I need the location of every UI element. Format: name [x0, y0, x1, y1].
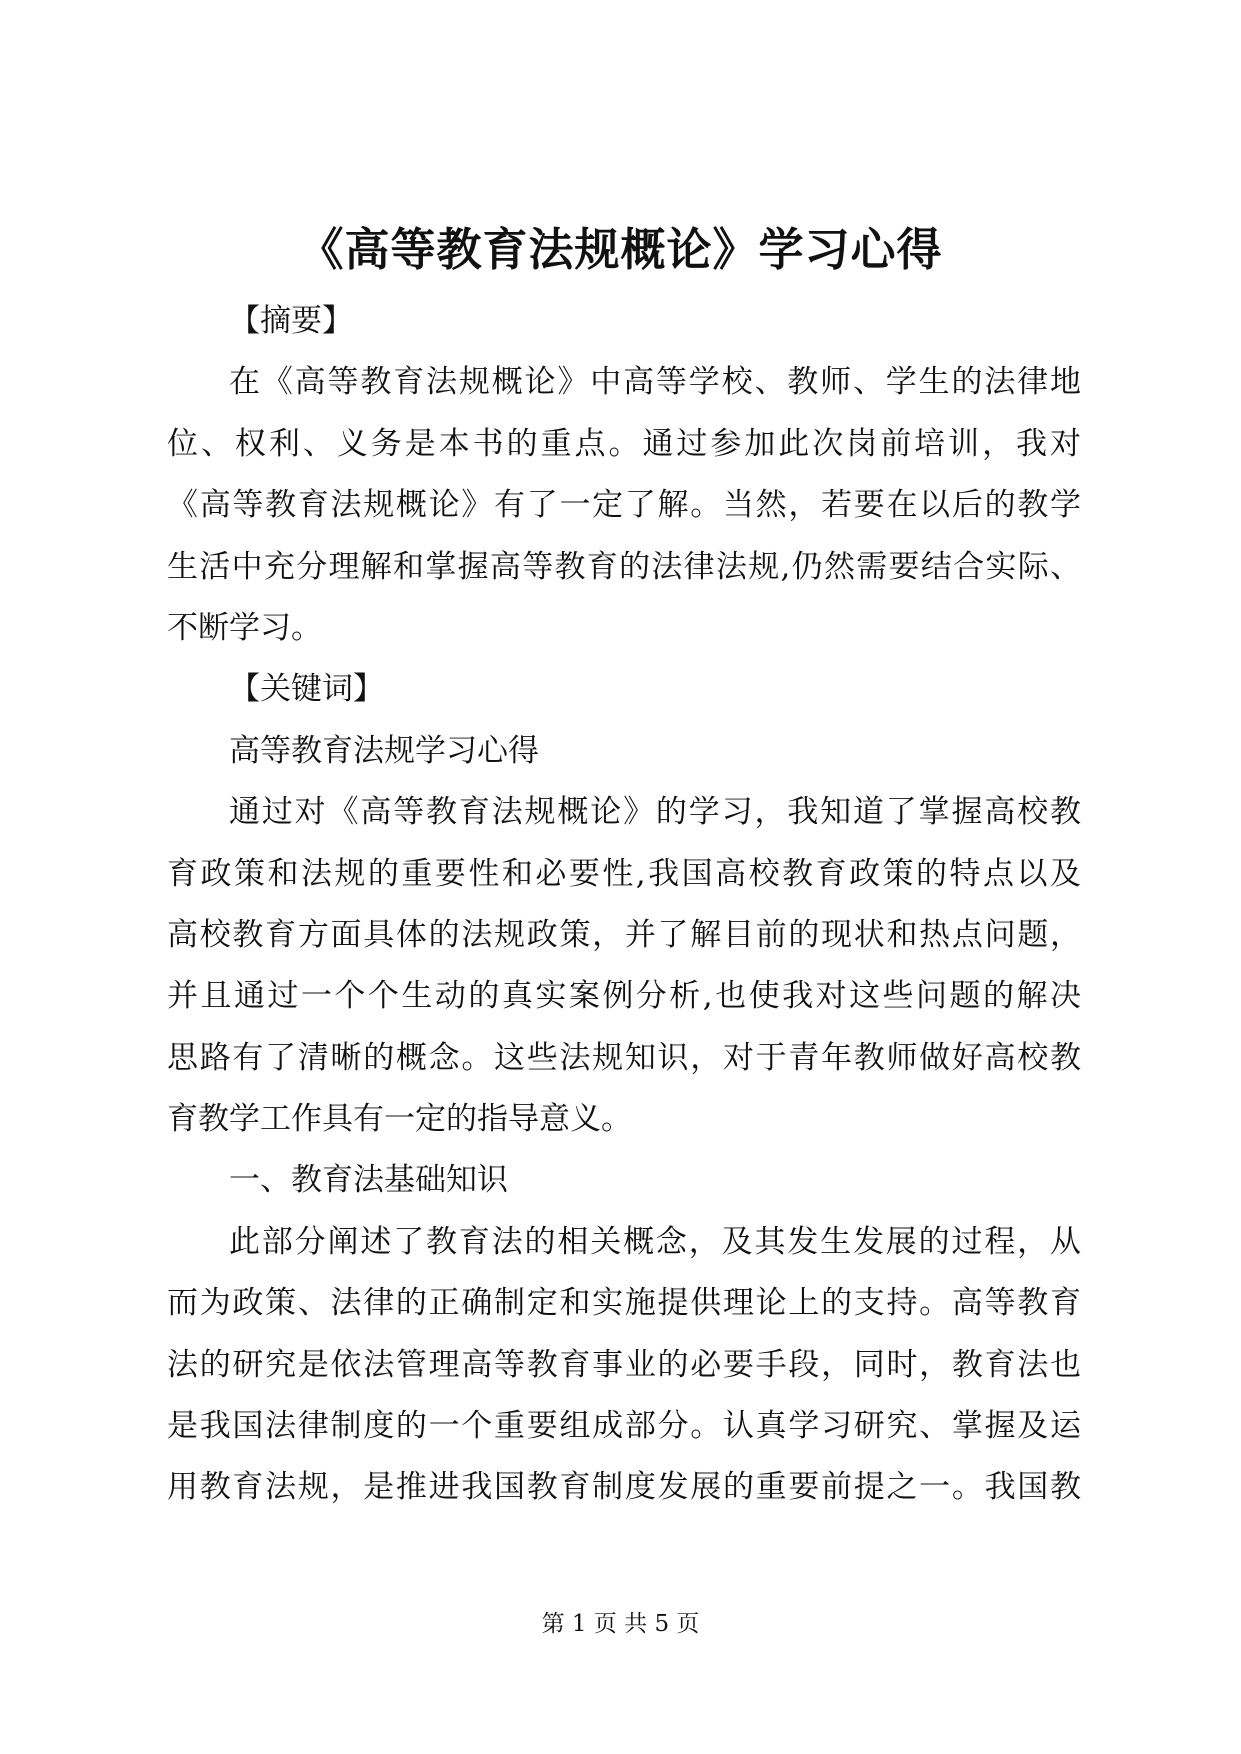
body-line: 育政策和法规的重要性和必要性,我国高校教育政策的特点以及 — [167, 855, 1081, 892]
body-line: 思路有了清晰的概念。这些法规知识，对于青年教师做好高校教 — [167, 1039, 1081, 1076]
abstract-heading: 【摘要】 — [229, 303, 353, 339]
body-line: 通过对《高等教育法规概论》的学习，我知道了掌握高校教 — [229, 794, 1081, 831]
body-line: 而为政策、法律的正确制定和实施提供理论上的支持。高等教育 — [167, 1285, 1081, 1322]
body-line: 位、权利、义务是本书的重点。通过参加此次岗前培训，我对 — [167, 425, 1081, 462]
body-line: 生活中充分理解和掌握高等教育的法律法规,仍然需要结合实际、 — [167, 548, 1081, 585]
body-line: 不断学习。 — [167, 609, 322, 646]
body-line: 此部分阐述了教育法的相关概念，及其发生发展的过程，从 — [229, 1223, 1081, 1260]
body-line: 用教育法规，是推进我国教育制度发展的重要前提之一。我国教 — [167, 1469, 1081, 1506]
keywords-text: 高等教育法规学习心得 — [229, 732, 539, 769]
keywords-heading: 【关键词】 — [229, 671, 384, 708]
body-line: 高校教育方面具体的法规政策，并了解目前的现状和热点问题， — [167, 916, 1081, 953]
page-title: 《高等教育法规概论》学习心得 — [298, 223, 943, 276]
page-footer: 第 1 页 共 5 页 — [541, 1611, 700, 1637]
document-body — [167, 291, 1081, 1519]
body-line: 《高等教育法规概论》有了一定了解。当然，若要在以后的教学 — [167, 487, 1081, 524]
body-line: 育教学工作具有一定的指导意义。 — [167, 1101, 632, 1138]
body-line: 并且通过一个个生动的真实案例分析,也使我对这些问题的解决 — [167, 978, 1081, 1015]
section-heading: 一、教育法基础知识 — [229, 1162, 508, 1199]
body-line: 法的研究是依法管理高等教育事业的必要手段，同时，教育法也 — [167, 1346, 1081, 1383]
body-line: 在《高等教育法规概论》中高等学校、教师、学生的法律地 — [229, 364, 1081, 401]
body-line: 是我国法律制度的一个重要组成部分。认真学习研究、掌握及运 — [167, 1408, 1081, 1445]
